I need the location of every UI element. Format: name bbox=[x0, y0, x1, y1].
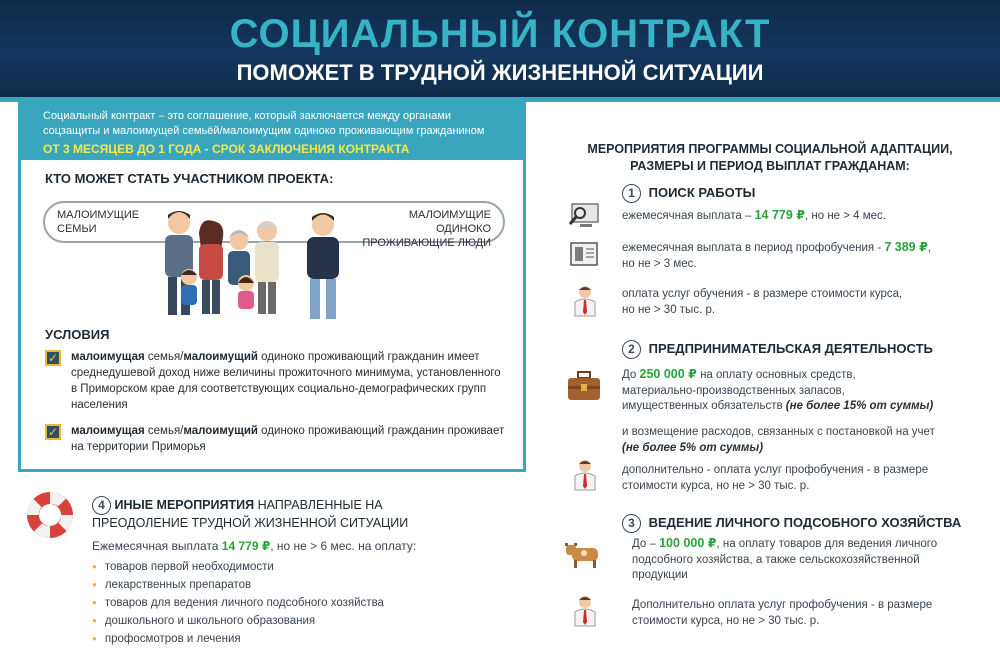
other-measures-title-line-2: ПРЕОДОЛЕНИЕ ТРУДНОЙ ЖИЗНЕННОЙ СИТУАЦИИ bbox=[92, 516, 409, 530]
condition-2-text-2: одиноко проживающий гражданин проживает на территории Приморья bbox=[71, 425, 505, 453]
farming-payment bbox=[632, 536, 937, 584]
list-item: ● товаров первой необходимости bbox=[92, 558, 384, 576]
condition-1-text-2: одиноко проживающий гражданин имеет среднедушевой доход ниже величины прожиточного минимума, установленного в Приморском крае для соответствующих социально-демографических групп населения bbox=[71, 351, 501, 411]
businessman-icon bbox=[572, 284, 598, 318]
condition-2-bold-2: малоимущий bbox=[183, 425, 258, 437]
participants-heading: КТО МОЖЕТ СТАТЬ УЧАСТНИКОМ ПРОЕКТА: bbox=[45, 171, 334, 186]
header-banner bbox=[0, 0, 1000, 100]
low-income-single-line-2: ПРОЖИВАЮЩИЕ ЛЮДИ bbox=[362, 237, 491, 249]
condition-1-bold-2: малоимущий bbox=[183, 351, 258, 363]
condition-1-text-1: семья/ bbox=[144, 351, 184, 363]
business-funds-payment bbox=[622, 367, 933, 415]
checkbox-icon: ✓ bbox=[45, 424, 61, 440]
payment-suffix: , но не > 6 мес. на оплату: bbox=[270, 539, 417, 553]
page-subtitle: ПОМОЖЕТ В ТРУДНОЙ ЖИЗНЕННОЙ СИТУАЦИИ bbox=[236, 60, 764, 85]
job-search-title: ПОИСК РАБОТЫ bbox=[648, 184, 756, 200]
intro-line-1: Социальный контракт – это соглашение, который заключается между органами bbox=[43, 110, 451, 122]
page-title: СОЦИАЛЬНЫЙ КОНТРАКТ bbox=[229, 12, 771, 56]
list-item: ● лекарственных препаратов bbox=[92, 576, 384, 594]
registration-costs bbox=[622, 425, 935, 456]
s3-p1-suffix: , на оплату товаров для ведения личного bbox=[716, 538, 938, 550]
condition-1-bold-1: малоимущая bbox=[71, 351, 145, 363]
s2-p1-limit: (не более 15% от суммы) bbox=[785, 400, 934, 412]
condition-item-residence bbox=[45, 423, 505, 455]
adaptation-measures-heading bbox=[560, 141, 980, 175]
job-search-icon bbox=[566, 202, 600, 230]
s3-p2-line-2: стоимости курса, но не > 30 тыс. р. bbox=[632, 614, 820, 627]
s2-p3-line-2: стоимости курса, но не > 30 тыс. р. bbox=[622, 479, 810, 492]
section-number-4: 4 bbox=[92, 496, 111, 515]
farming-heading bbox=[622, 514, 961, 533]
family-illustration bbox=[151, 197, 291, 319]
low-income-families-line-1: МАЛОИМУЩИЕ bbox=[57, 209, 140, 221]
s3-p1-prefix: До – bbox=[632, 538, 660, 550]
s2-p1-line-3: имущественных обязательств bbox=[622, 400, 786, 412]
s2-p2-line-1: и возмещение расходов, связанных с постановкой на учет bbox=[622, 426, 935, 438]
payment-prefix: Ежемесячная выплата bbox=[92, 539, 222, 553]
other-measures-title-rest: НАПРАВЛЕННЫЕ НА bbox=[254, 497, 383, 512]
list-item: ● товаров для ведения личного подсобного хозяйства bbox=[92, 594, 384, 612]
contract-term: ОТ 3 МЕСЯЦЕВ ДО 1 ГОДА - СРОК ЗАКЛЮЧЕНИЯ КОНТРАКТА bbox=[43, 142, 410, 156]
calculator-icon bbox=[569, 241, 599, 267]
condition-item-income bbox=[45, 349, 505, 413]
other-measures-heading bbox=[92, 496, 408, 531]
cow-icon bbox=[564, 540, 604, 570]
s2-p3-line-1: дополнительно - оплата услуг профобучения - в размере bbox=[622, 464, 929, 476]
businessman-icon bbox=[572, 594, 598, 628]
list-item: ● профосмотров и лечения bbox=[92, 630, 384, 648]
condition-2-bold-1: малоимущая bbox=[71, 425, 145, 437]
s2-p1-prefix: До bbox=[622, 369, 640, 381]
training-payment bbox=[622, 240, 931, 272]
s1-p1-prefix: ежемесячная выплата – bbox=[622, 210, 755, 222]
s1-p2-prefix: ежемесячная выплата в период профобучения - bbox=[622, 242, 885, 254]
section-number-1: 1 bbox=[622, 184, 641, 203]
adaptation-heading-line-1: МЕРОПРИЯТИЯ ПРОГРАММЫ СОЦИАЛЬНОЙ АДАПТАЦИИ, bbox=[587, 142, 953, 156]
contract-info-panel bbox=[18, 102, 526, 472]
job-search-payment bbox=[622, 208, 886, 225]
adaptation-heading-line-2: РАЗМЕРЫ И ПЕРИОД ВЫПЛАТ ГРАЖДАНАМ: bbox=[630, 159, 910, 173]
s1-p2-amount: 7 389 ₽ bbox=[884, 240, 928, 254]
single-person-illustration bbox=[293, 205, 353, 321]
job-search-heading bbox=[622, 184, 755, 203]
s1-p1-amount: 14 779 ₽ bbox=[754, 208, 805, 222]
s2-p1-line-2: материально-производственных запасов, bbox=[622, 384, 845, 397]
s1-p1-suffix: , но не > 4 мес. bbox=[804, 210, 887, 222]
checkbox-icon: ✓ bbox=[45, 350, 61, 366]
conditions-heading: УСЛОВИЯ bbox=[45, 327, 110, 342]
low-income-families-line-2: СЕМЬИ bbox=[57, 223, 97, 235]
business-heading bbox=[622, 340, 933, 359]
s2-p1-amount: 250 000 ₽ bbox=[639, 367, 697, 381]
business-training-payment bbox=[622, 463, 928, 494]
farming-title: ВЕДЕНИЕ ЛИЧНОГО ПОДСОБНОГО ХОЗЯЙСТВА bbox=[648, 514, 962, 530]
s1-p2-suffix: , bbox=[927, 242, 931, 254]
s3-p1-amount: 100 000 ₽ bbox=[659, 536, 717, 550]
s3-p1-line-3: продукции bbox=[632, 569, 688, 581]
other-measures-title: ИНЫЕ МЕРОПРИЯТИЯ bbox=[114, 497, 255, 512]
s3-p1-line-2: подсобного хозяйства, а также сельскохозяйственной bbox=[632, 553, 920, 566]
intro-box bbox=[21, 105, 523, 160]
other-measures-list bbox=[92, 558, 384, 648]
lifebuoy-icon bbox=[24, 489, 76, 541]
s3-p2-line-1: Дополнительно оплата услуг профобучения - в размере bbox=[632, 599, 933, 611]
course-payment bbox=[622, 287, 902, 318]
section-number-2: 2 bbox=[622, 340, 641, 359]
low-income-single-label bbox=[351, 208, 491, 250]
businessman-icon bbox=[572, 458, 598, 492]
business-title: ПРЕДПРИНИМАТЕЛЬСКАЯ ДЕЯТЕЛЬНОСТЬ bbox=[648, 340, 933, 356]
s1-p3-line-1: оплата услуг обучения - в размере стоимости курса, bbox=[622, 288, 903, 300]
low-income-single-line-1: МАЛОИМУЩИЕ ОДИНОКО bbox=[408, 209, 491, 235]
s2-p2-limit: (не более 5% от суммы) bbox=[622, 441, 764, 454]
other-measures-payment bbox=[92, 539, 416, 553]
briefcase-icon bbox=[566, 370, 602, 402]
payment-amount: 14 779 ₽ bbox=[221, 539, 271, 553]
s2-p1-suffix: на оплату основных средств, bbox=[696, 369, 856, 381]
low-income-families-label bbox=[57, 208, 139, 236]
condition-2-text-1: семья/ bbox=[144, 425, 184, 437]
s1-p3-line-2: но не > 30 тыс. р. bbox=[622, 303, 716, 316]
section-number-3: 3 bbox=[622, 514, 641, 533]
list-item: ● дошкольного и школьного образования bbox=[92, 612, 384, 630]
s1-p2-line-2: но не > 3 мес. bbox=[622, 257, 697, 270]
farming-training-payment bbox=[632, 598, 932, 629]
intro-line-2: соцзащиты и малоимущей семьёй/малоимущим одиноко проживающим гражданином bbox=[43, 125, 485, 137]
